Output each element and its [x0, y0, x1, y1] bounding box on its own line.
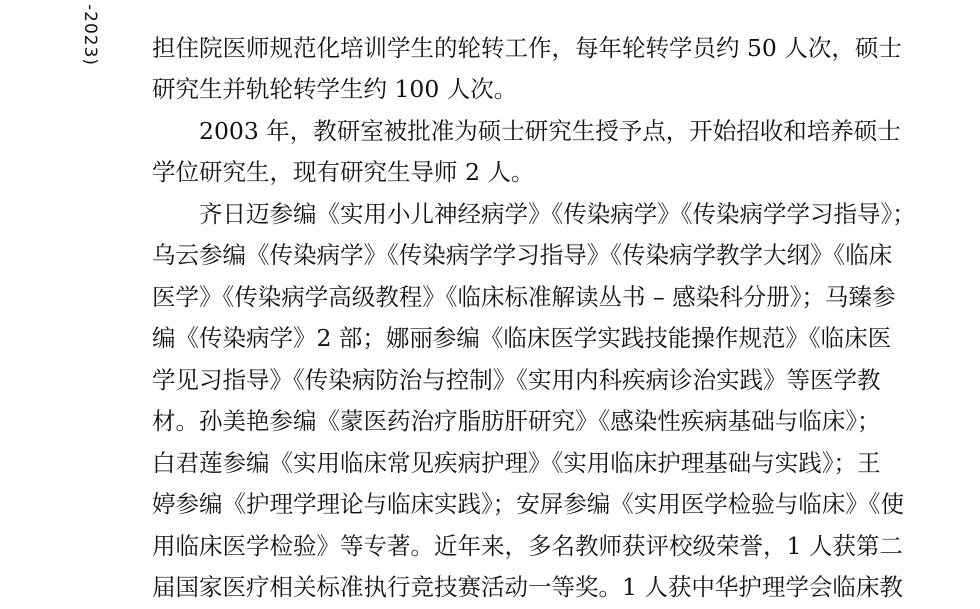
text-line: 用临床医学检验》等专著。近年来，多名教师获评校级荣誉，1 人获第二 — [152, 531, 903, 560]
text-line: 材。孙美艳参编《蒙医药治疗脂肪肝研究》《感染性疾病基础与临床》； — [152, 407, 881, 435]
text-line: 学见习指导》《传染病防治与控制》《实用内科疾病诊治实践》等医学教 — [152, 365, 881, 394]
text-line: 研究生并轨轮转学生约 100 人次。 — [152, 75, 518, 103]
paragraph-graduate-program — [152, 111, 972, 194]
text-line: 编《传染病学》2 部；娜丽参编《临床医学实践技能操作规范》《临床医 — [152, 324, 892, 352]
text-line: 婷参编《护理学理论与临床实践》；安屏参编《实用医学检验与临床》《使 — [152, 490, 904, 518]
text-line: 担住院医师规范化培训学生的轮转工作，每年轮转学员约 50 人次，硕士 — [152, 33, 902, 62]
text-line: 2003 年，教研室被批准为硕士研究生授予点，开始招收和培养硕士 — [199, 116, 901, 145]
text-line: 齐日迈参编《实用小儿神经病学》《传染病学》《传染病学学习指导》； — [199, 199, 916, 228]
text-line: 届国家医疗相关标准执行竞技赛活动一等奖。1 人获中华护理学会临床教 — [152, 573, 903, 601]
paragraph-rotation-training — [152, 0, 972, 111]
running-header-vertical: -2023) — [80, 4, 100, 67]
paragraph-publications — [152, 194, 972, 609]
text-line: 乌云参编《传染病学》《传染病学学习指导》《传染病学教学大纲》《临床 — [152, 241, 893, 269]
page-margin — [0, 0, 120, 601]
document-body — [152, 0, 972, 609]
text-line: 学位研究生，现有研究生导师 2 人。 — [152, 158, 535, 186]
text-line: 白君莲参编《实用临床常见疾病护理》《实用临床护理基础与实践》；王 — [152, 448, 881, 477]
text-line: 医学》《传染病学高级教程》《临床标准解读丛书 – 感染科分册》；马臻参 — [152, 282, 896, 311]
text-line-cut-off — [152, 0, 972, 28]
